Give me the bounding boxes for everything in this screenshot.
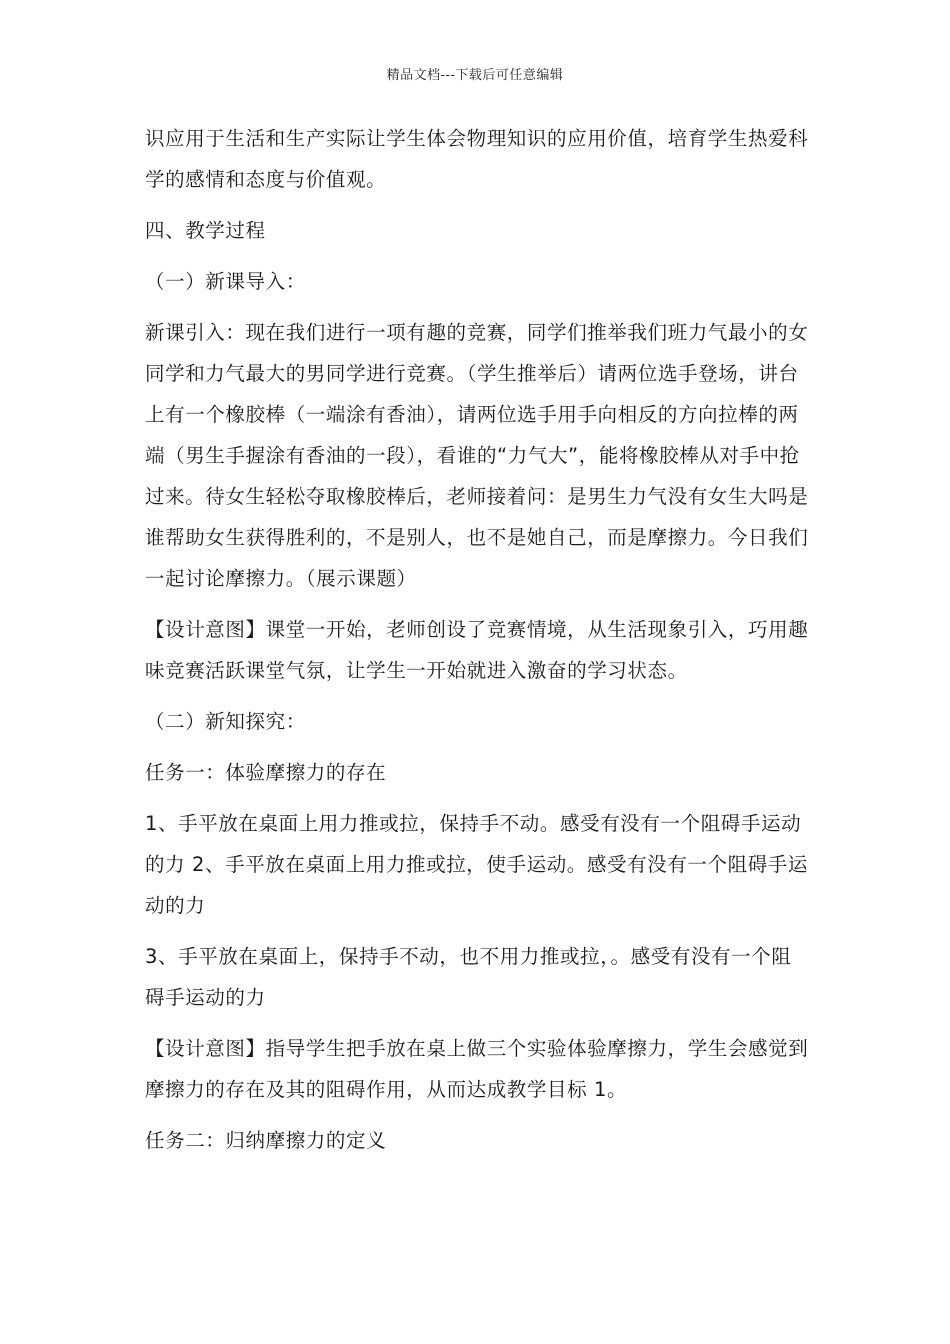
section-heading-teaching-process: 四、教学过程 (145, 219, 266, 242)
paragraph-experiments-1-2: 1、手平放在桌面上用力推或拉，保持手不动。感受有没有一个阻碍手运动的力 2、手平放在桌面上用力推或拉，使手运动。感受有没有一个阻碍手运动的力 (145, 812, 809, 917)
subsection-heading-new-lesson: （一）新课导入： (145, 270, 306, 293)
task-heading-1: 任务一：体验摩擦力的存在 (145, 761, 387, 784)
paragraph-lesson-introduction: 新课引入：现在我们进行一项有趣的竞赛，同学们推举我们班力气最小的女同学和力气最大的男同学进行竞赛。（学生推举后）请两位选手登场，讲台上有一个橡胶棒（一端涂有香油），请两位选手用手向相反的方向拉棒的两端（男生手握涂有香油的一段），看谁的“力气大”，能将橡胶棒从对手中抢过来。待女生轻松夺取橡胶棒后，老师接着问：是男生力气没有女生大吗是谁帮助女生获得胜利的，不是别人，也不是她自己，而是摩擦力。今日我们一起讨论摩擦力。（展示课题） (145, 321, 809, 590)
paragraph-intro-continuation: 识应用于生活和生产实际让学生体会物理知识的应用价值，培育学生热爱科学的感情和态度与价值观。 (145, 127, 809, 191)
task-heading-2: 任务二：归纳摩擦力的定义 (145, 1129, 387, 1152)
paragraph-design-intent-2: 【设计意图】指导学生把手放在桌上做三个实验体验摩擦力，学生会感觉到摩擦力的存在及其的阻碍作用，从而达成教学目标 1。 (145, 1037, 809, 1101)
paragraph-experiment-3: 3、手平放在桌面上，保持手不动，也不用力推或拉，。感受有没有一个阻碍手运动的力 (145, 945, 792, 1009)
page-header: 精品文档---下载后可任意编辑 (386, 68, 564, 83)
paragraph-design-intent-1: 【设计意图】课堂一开始，老师创设了竞赛情境，从生活现象引入，巧用趣味竞赛活跃课堂气氛，让学生一开始就进入激奋的学习状态。 (145, 618, 809, 682)
subsection-heading-new-knowledge: （二）新知探究： (145, 710, 306, 733)
document-body (145, 118, 810, 1161)
